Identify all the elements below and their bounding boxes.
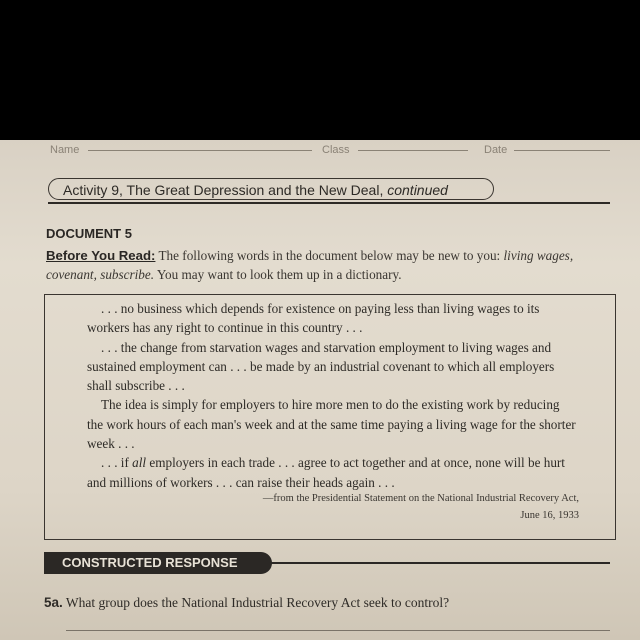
question-5a: [44, 595, 449, 611]
question-number: 5a.: [44, 595, 63, 610]
source-date: June 16, 1933: [520, 510, 579, 521]
name-label: Name: [50, 144, 80, 156]
activity-rule: [48, 202, 610, 204]
date-label: Date: [484, 144, 508, 156]
quote-last-italic: all: [132, 455, 147, 471]
quote-last-post: employers in each trade . . . agree to act together and at once, none will be hurt and millions of workers . . . can raise their heads again . . .: [87, 455, 565, 490]
quote-source: [263, 490, 579, 524]
source-citation: —from the Presidential Statement on the National Industrial Recovery Act,: [262, 493, 579, 504]
class-label: Class: [322, 144, 350, 156]
answer-line[interactable]: [66, 630, 610, 631]
quote-paragraph: [87, 453, 577, 492]
activity-title: [48, 178, 494, 200]
class-line: [358, 150, 468, 151]
quote-text: [87, 299, 577, 492]
quote-paragraph: . . . the change from starvation wages and starvation employment to living wages and sustained employment can . . . be made by an industrial covenant to which all employers shall subscribe . . .: [87, 339, 555, 394]
quote-paragraph: . . . no business which depends for existence on paying less than living wages to its workers has any right to continue in this country . . .: [87, 301, 540, 336]
name-line: [88, 150, 312, 151]
activity-title-text: Activity 9, The Great Depression and the New Deal,: [63, 182, 384, 198]
before-you-read-end: You may want to look them up in a dictionary.: [156, 267, 402, 282]
activity-title-continued: continued: [387, 182, 448, 198]
vocab-words: living wages, covenant, subscribe.: [46, 248, 574, 282]
before-you-read-label: Before You Read:: [46, 248, 156, 263]
quote-last-pre: . . . if: [101, 455, 129, 471]
document-title: DOCUMENT 5: [46, 226, 132, 241]
date-line: [514, 150, 610, 151]
quote-box: [44, 294, 616, 540]
question-text: What group does the National Industrial Recovery Act seek to control?: [65, 595, 450, 610]
constructed-response-badge: CONSTRUCTED RESPONSE: [44, 552, 272, 574]
before-you-read: [46, 246, 606, 284]
before-you-read-text: The following words in the document below may be new to you:: [158, 248, 501, 263]
worksheet-page: [0, 140, 640, 640]
quote-paragraph: The idea is simply for employers to hire more men to do the existing work by reducing the work hours of each man's week and at the same time paying a living wage for the shorter week . . .: [87, 397, 576, 452]
